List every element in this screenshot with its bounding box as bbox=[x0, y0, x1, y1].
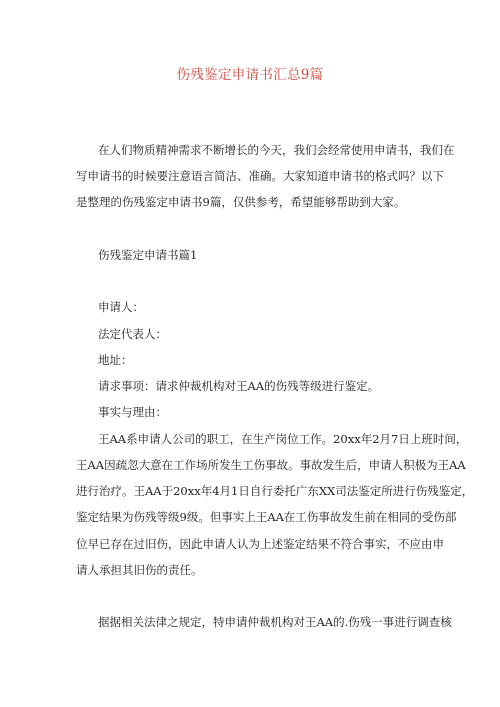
document-title: 伤残鉴定申请书汇总9篇 bbox=[176, 67, 324, 83]
intro-line-3: 是整理的伤残鉴定申请书9篇，仅供参考，希望能够帮助到大家。 bbox=[76, 195, 406, 209]
facts-line-1: 王AA系申请人公司的职工，在生产岗位工作。20xx年2月7日上班时间， bbox=[98, 432, 468, 446]
applicant-field: 申请人： bbox=[98, 300, 144, 314]
facts-line-4: 鉴定结果为伤残等级9级。但事实上王AA在工伤事故发生前在相同的受伤部 bbox=[76, 510, 457, 524]
closing-line: 据据相关法律之规定，特申请仲裁机构对王AA的.伤残一事进行调查核 bbox=[98, 615, 452, 629]
facts-line-5: 位早已存在过旧伤，因此申请人认为上述鉴定结果不符合事实，不应由申 bbox=[76, 537, 444, 551]
facts-line-6: 请人承担其旧伤的责任。 bbox=[76, 563, 203, 577]
facts-line-2: 王AA因疏忽大意在工作场所发生工伤事故。事故发生后，申请人积极为王AA bbox=[76, 458, 466, 472]
facts-line-3: 进行治疗。王AA于20xx年4月1日自行委托广东XX司法鉴定所进行伤残鉴定， bbox=[76, 484, 474, 498]
legal-representative-field: 法定代表人： bbox=[98, 327, 167, 341]
address-field: 地址： bbox=[98, 353, 133, 367]
intro-line-2: 写申请书的时候要注意语言简洁、准确。大家知道申请书的格式吗？以下 bbox=[76, 169, 444, 183]
section-heading: 伤残鉴定申请书篇1 bbox=[98, 248, 198, 262]
request-field: 请求事项：请求仲裁机构对王AA的伤残等级进行鉴定。 bbox=[98, 379, 380, 393]
facts-heading: 事实与理由： bbox=[98, 405, 167, 419]
intro-line-1: 在人们物质精神需求不断增长的今天，我们会经常使用申请书，我们在 bbox=[98, 143, 455, 157]
